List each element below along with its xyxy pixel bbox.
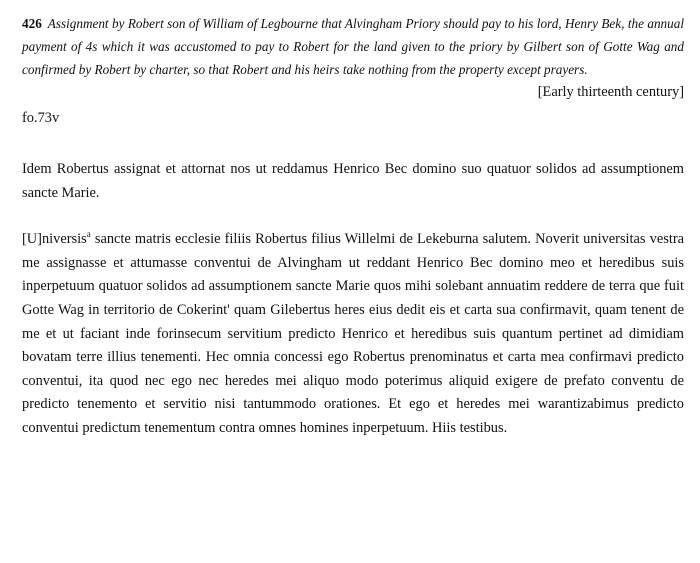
entry-heading	[22, 12, 684, 81]
charter-opening-word: [U]niversis	[22, 231, 87, 248]
latin-paragraph-1: Idem Robertus assignat et attornat nos ut reddamus Henrico Bec domino suo quatuor solidos ad assumptionem sancte Marie.	[22, 161, 684, 201]
document-page	[22, 12, 684, 441]
footnote-marker: a	[86, 229, 91, 240]
entry-number: 426	[22, 16, 42, 31]
folio-reference: fo.73v	[22, 110, 60, 126]
entry-summary: Assignment by Robert son of William of Legbourne that Alvingham Priory should pay to his lord, Henry Bek, the annual payment of 4s which it was accustomed to pay to Robert for the land given to the priory by Gilbert son of Gotte Wag and confirmed by Robert by charter, so that Robert and his heirs take nothing from the property except prayers.	[22, 16, 684, 77]
latin-paragraph-2	[22, 228, 684, 440]
charter-text: sancte matris ecclesie filiis Robertus filius Willelmi de Lekeburna salutem. Noverit universitas vestra me assignasse et attumasse conventui de Alvingham ut reddant Henrico Bec domino meo et heredibus suis inperpetuum quatuor solidos ad assumptionem sancte Marie quos mihi solebant annuatim reddere de terra que fuit Gotte Wag in territorio de Cokerint' quam Gilebertus heres eius dedit eis et carta sua confirmavit, quam tenent de me et ut faciant inde forinsecum servitium predicto Henrico et heredibus suis quantum pertinet ad dimidiam bovatam terre illius tenementi. Hec omnia concessi ego Robertus prenominatus et carta mea confirmavi predicto conventui, ita quod nec ego nec heredes mei aliquo modo poterimus aliquid exigere de prefato conventu de predicto tenemento et servitio nisi tantummodo orationes. Et ego et heredes mei warantizabimus predicto conventui predictum tenementum contra omnes homines inperpetuum. Hiis testibus.	[22, 231, 684, 436]
entry-date: [Early thirteenth century]	[537, 84, 684, 100]
